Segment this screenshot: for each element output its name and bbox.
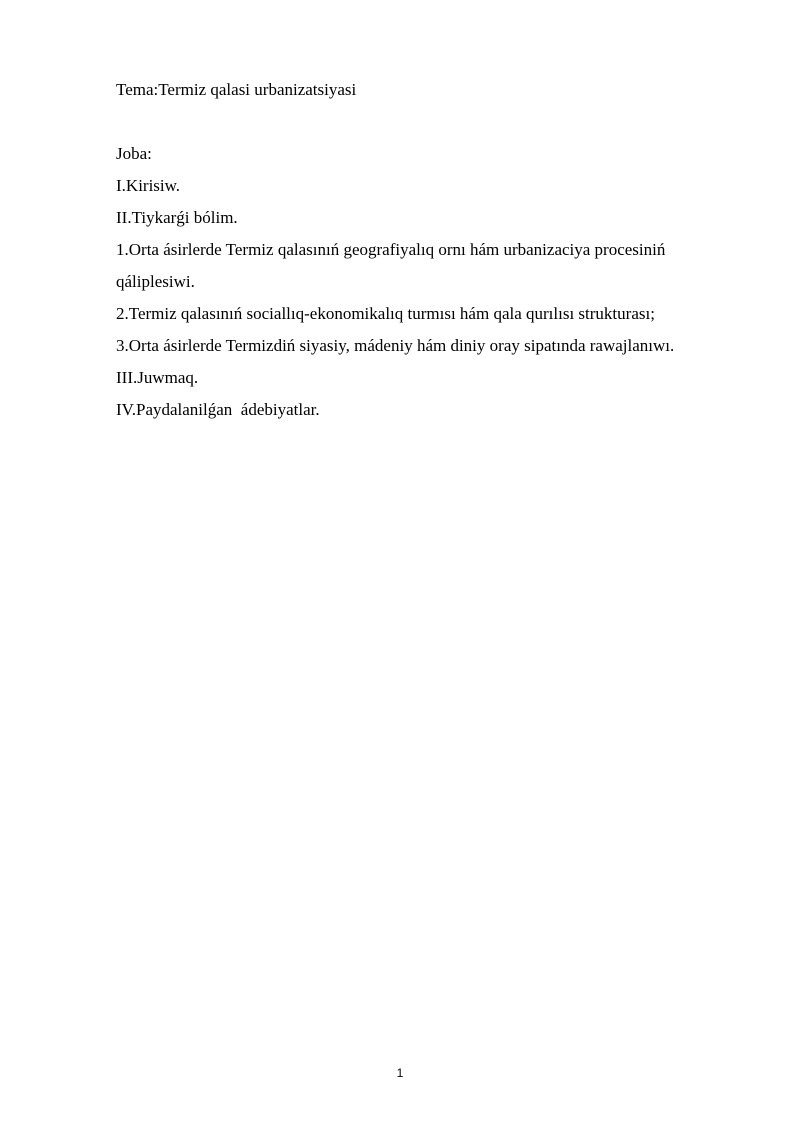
plan-item-conclusion: III.Juwmaq.: [116, 368, 199, 387]
plan-item-2: 2.Termiz qalasınıń sociallıq-ekonomikalıq turmısı hám qala qurılısı strukturası;: [116, 304, 655, 323]
page-number: 1: [396, 1066, 404, 1080]
plan-item-references: IV.Paydalanilǵan ádebiyatlar.: [116, 400, 320, 419]
plan-item-main-part: II.Tiykarǵi bólim.: [116, 208, 238, 227]
document-body: [116, 74, 746, 426]
plan-item-1: 1.Orta ásirlerde Termiz qalasınıń geografiyalıq ornı hám urbanizaciya procesiniń qáliplesiwi.: [116, 240, 670, 291]
plan-item-introduction: I.Kirisiw.: [116, 176, 181, 195]
document-title: Tema:Termiz qalasi urbanizatsiyasi: [116, 80, 357, 99]
plan-item-3: 3.Orta ásirlerde Termizdiń siyasiy, mádeniy hám diniy oray sipatında rawajlanıwı.: [116, 336, 675, 355]
plan-heading: Joba:: [116, 144, 152, 163]
